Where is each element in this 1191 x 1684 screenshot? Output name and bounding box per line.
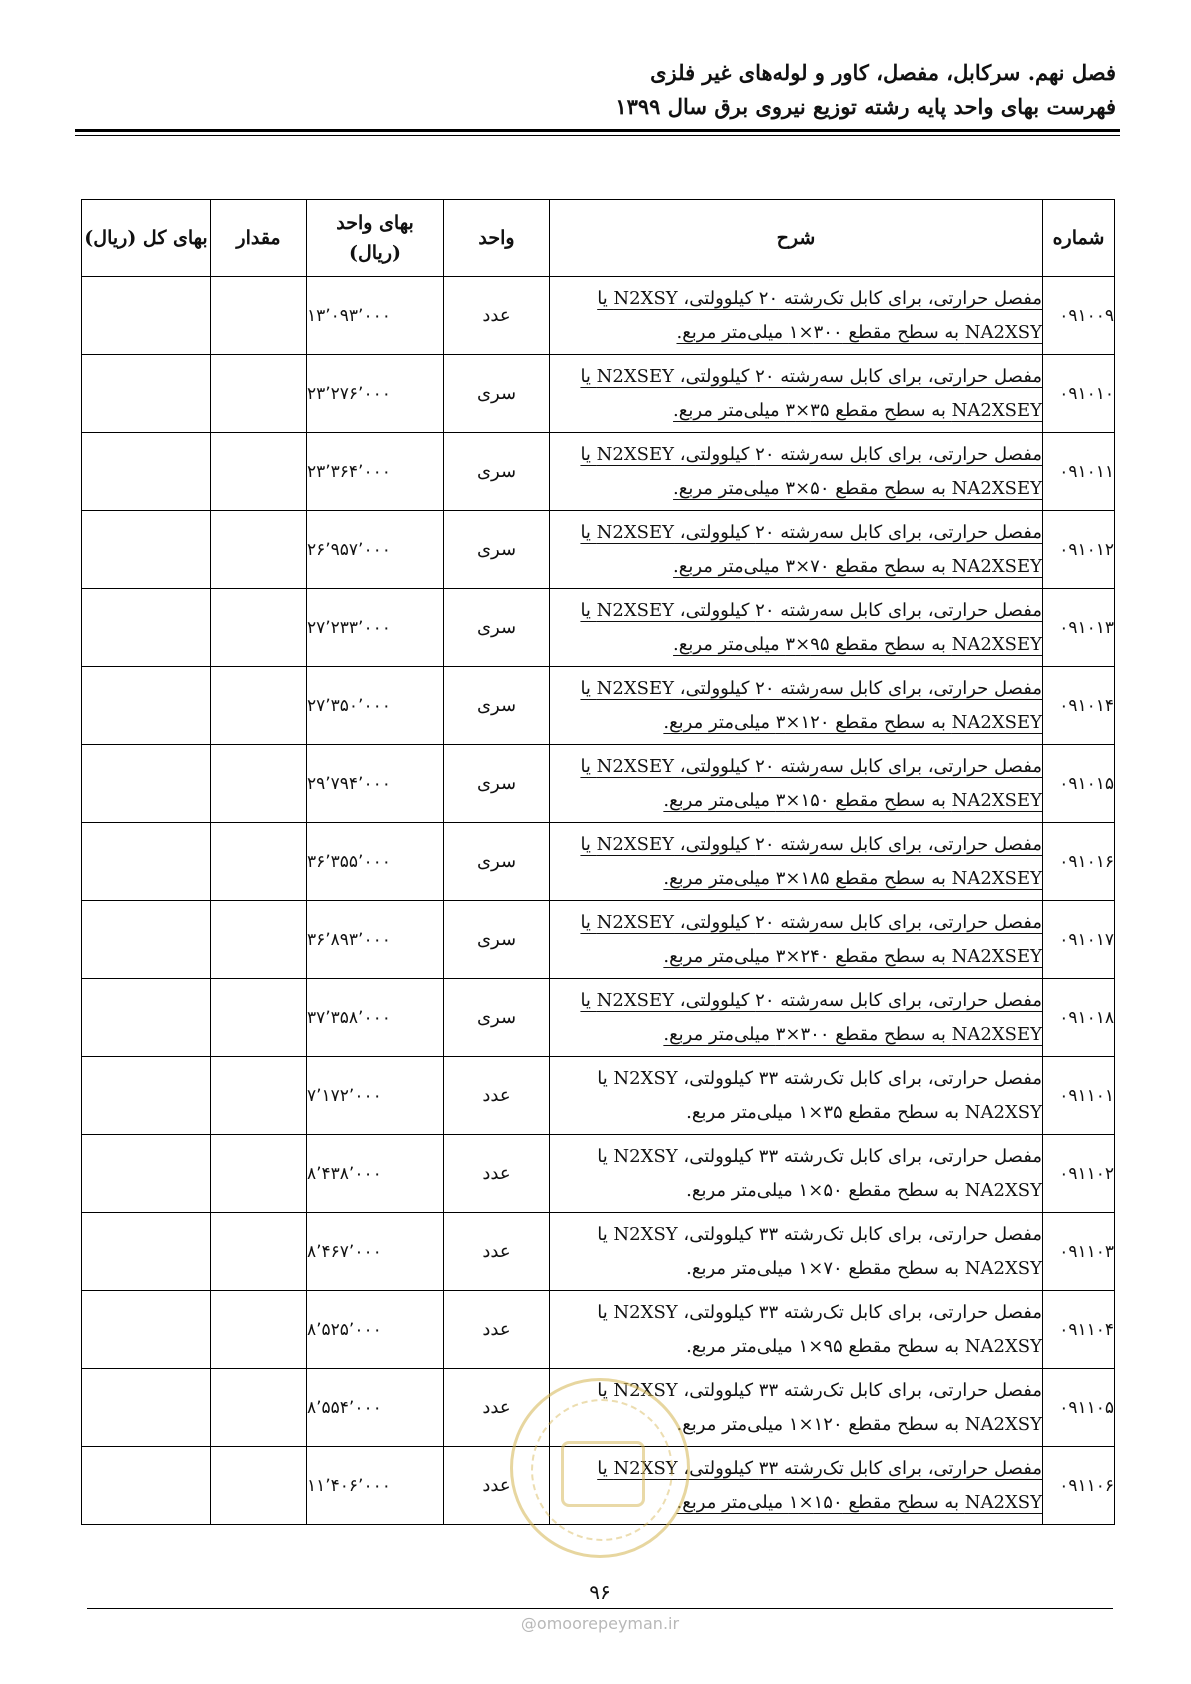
- row-description: [550, 1135, 1043, 1213]
- row-unit: عدد: [444, 1213, 550, 1291]
- row-description-line1-text: مفصل حرارتی، برای کابل سه‌رشته ۲۰ کیلوولتی، N2XSEY یا: [580, 989, 1042, 1011]
- row-unit: سری: [444, 433, 550, 511]
- row-description-line2: [550, 1096, 1042, 1130]
- row-description-line2: [550, 394, 1042, 428]
- row-quantity: [211, 433, 307, 511]
- row-description-line1: [550, 1296, 1042, 1330]
- row-description-line2: [550, 1018, 1042, 1052]
- row-description-line1-text: مفصل حرارتی، برای کابل تک‌رشته ۳۳ کیلوولتی، N2XSY یا: [597, 1379, 1042, 1401]
- row-unit: سری: [444, 745, 550, 823]
- footer-rule: [87, 1608, 1113, 1609]
- row-description: [550, 433, 1043, 511]
- row-description-line1: [550, 1218, 1042, 1252]
- row-description-line2: [550, 1174, 1042, 1208]
- row-description-line2: [550, 472, 1042, 506]
- row-description-line2-text: NA2XSY به سطح مقطع ۷۰×۱ میلی‌متر مربع.: [686, 1257, 1042, 1279]
- row-quantity: [211, 979, 307, 1057]
- row-description-line2: [550, 706, 1042, 740]
- row-description-line1: [550, 1062, 1042, 1096]
- row-unit-price: ۳۷٬۳۵۸٬۰۰۰: [307, 979, 444, 1057]
- row-description-line1: [550, 906, 1042, 940]
- row-code: ۰۹۱۱۰۶: [1043, 1447, 1115, 1525]
- page-header: [71, 56, 1116, 124]
- row-code: ۰۹۱۰۱۶: [1043, 823, 1115, 901]
- watermark-text: @omoorepeyman.ir: [520, 1614, 680, 1633]
- row-total-price: [82, 1135, 211, 1213]
- row-unit: سری: [444, 823, 550, 901]
- row-quantity: [211, 277, 307, 355]
- page-number: ۹۶: [589, 1580, 611, 1604]
- table-row: [82, 979, 1115, 1057]
- row-total-price: [82, 277, 211, 355]
- row-description: [550, 823, 1043, 901]
- row-unit-price: ۳۶٬۳۵۵٬۰۰۰: [307, 823, 444, 901]
- row-code: ۰۹۱۱۰۴: [1043, 1291, 1115, 1369]
- row-code: ۰۹۱۰۱۸: [1043, 979, 1115, 1057]
- row-description-line1: [550, 594, 1042, 628]
- row-quantity: [211, 823, 307, 901]
- row-quantity: [211, 1369, 307, 1447]
- row-total-price: [82, 979, 211, 1057]
- row-description-line2-text: NA2XSY به سطح مقطع ۳۰۰×۱ میلی‌متر مربع.: [676, 321, 1042, 343]
- row-description-line1-text: مفصل حرارتی، برای کابل تک‌رشته ۲۰ کیلوولتی، N2XSY یا: [597, 287, 1042, 309]
- row-unit: عدد: [444, 1135, 550, 1213]
- table-row: [82, 277, 1115, 355]
- row-description: [550, 589, 1043, 667]
- row-total-price: [82, 511, 211, 589]
- row-unit: عدد: [444, 1057, 550, 1135]
- row-description-line1-text: مفصل حرارتی، برای کابل سه‌رشته ۲۰ کیلوولتی، N2XSEY یا: [580, 521, 1042, 543]
- row-description: [550, 1291, 1043, 1369]
- table-row: [82, 1057, 1115, 1135]
- row-description: [550, 1057, 1043, 1135]
- table-row: [82, 1135, 1115, 1213]
- row-total-price: [82, 1447, 211, 1525]
- row-quantity: [211, 355, 307, 433]
- row-unit: سری: [444, 667, 550, 745]
- seal-stamp: [510, 1378, 690, 1558]
- row-description: [550, 1213, 1043, 1291]
- row-unit-price: ۱۳٬۰۹۳٬۰۰۰: [307, 277, 444, 355]
- row-description-line2: [550, 316, 1042, 350]
- row-quantity: [211, 1291, 307, 1369]
- row-total-price: [82, 589, 211, 667]
- row-description-line2-text: NA2XSY به سطح مقطع ۹۵×۱ میلی‌متر مربع.: [686, 1335, 1042, 1357]
- row-total-price: [82, 1057, 211, 1135]
- row-quantity: [211, 1213, 307, 1291]
- row-code: ۰۹۱۱۰۱: [1043, 1057, 1115, 1135]
- row-code: ۰۹۱۰۱۲: [1043, 511, 1115, 589]
- row-description: [550, 277, 1043, 355]
- row-description-line1: [550, 828, 1042, 862]
- row-code: ۰۹۱۰۱۳: [1043, 589, 1115, 667]
- row-unit: عدد: [444, 1291, 550, 1369]
- row-quantity: [211, 511, 307, 589]
- row-description-line2: [550, 1252, 1042, 1286]
- row-description-line2-text: NA2XSY به سطح مقطع ۵۰×۱ میلی‌متر مربع.: [686, 1179, 1042, 1201]
- row-quantity: [211, 1447, 307, 1525]
- row-description-line1-text: مفصل حرارتی، برای کابل سه‌رشته ۲۰ کیلوولتی، N2XSEY یا: [580, 833, 1042, 855]
- row-description-line1-text: مفصل حرارتی، برای کابل سه‌رشته ۲۰ کیلوولتی، N2XSEY یا: [580, 677, 1042, 699]
- table-row: [82, 433, 1115, 511]
- header-unit: واحد: [444, 200, 550, 277]
- row-description-line2-text: NA2XSY به سطح مقطع ۱۲۰×۱ میلی‌متر مربع.: [676, 1413, 1042, 1435]
- row-total-price: [82, 1291, 211, 1369]
- row-description-line2-text: NA2XSEY به سطح مقطع ۳۰۰×۳ میلی‌متر مربع.: [663, 1023, 1042, 1045]
- row-unit-price: ۲۷٬۲۳۳٬۰۰۰: [307, 589, 444, 667]
- table-row: [82, 667, 1115, 745]
- row-description-line1: [550, 672, 1042, 706]
- row-description-line2-text: NA2XSEY به سطح مقطع ۱۸۵×۳ میلی‌متر مربع.: [663, 867, 1042, 889]
- header-unit-price-line1: بهای واحد: [336, 212, 414, 234]
- table-header-row: [82, 200, 1115, 277]
- row-description-line2-text: NA2XSEY به سطح مقطع ۲۴۰×۳ میلی‌متر مربع.: [663, 945, 1042, 967]
- row-description-line1-text: مفصل حرارتی، برای کابل سه‌رشته ۲۰ کیلوولتی، N2XSEY یا: [580, 443, 1042, 465]
- row-description-line2-text: NA2XSEY به سطح مقطع ۱۵۰×۳ میلی‌متر مربع.: [663, 789, 1042, 811]
- table-row: [82, 1213, 1115, 1291]
- row-description-line1: [550, 1140, 1042, 1174]
- row-description-line1-text: مفصل حرارتی، برای کابل تک‌رشته ۳۳ کیلوولتی، N2XSY یا: [597, 1223, 1042, 1245]
- row-description-line1-text: مفصل حرارتی، برای کابل سه‌رشته ۲۰ کیلوولتی، N2XSEY یا: [580, 365, 1042, 387]
- row-unit-price: ۲۳٬۲۷۶٬۰۰۰: [307, 355, 444, 433]
- row-unit-price: ۸٬۴۳۸٬۰۰۰: [307, 1135, 444, 1213]
- row-description-line1-text: مفصل حرارتی، برای کابل تک‌رشته ۳۳ کیلوولتی، N2XSY یا: [597, 1067, 1042, 1089]
- row-unit: سری: [444, 979, 550, 1057]
- list-title: فهرست بهای واحد پایه رشته توزیع نیروی برق سال ۱۳۹۹: [615, 94, 1116, 119]
- row-code: ۰۹۱۱۰۳: [1043, 1213, 1115, 1291]
- row-description-line2: [550, 550, 1042, 584]
- row-description: [550, 511, 1043, 589]
- header-quantity: مقدار: [211, 200, 307, 277]
- row-description-line2: [550, 940, 1042, 974]
- table-row: [82, 589, 1115, 667]
- row-code: ۰۹۱۰۱۷: [1043, 901, 1115, 979]
- row-description-line2-text: NA2XSY به سطح مقطع ۳۵×۱ میلی‌متر مربع.: [686, 1101, 1042, 1123]
- row-quantity: [211, 667, 307, 745]
- row-description-line2: [550, 1330, 1042, 1364]
- row-quantity: [211, 1135, 307, 1213]
- table-row: [82, 1291, 1115, 1369]
- row-description-line2-text: NA2XSEY به سطح مقطع ۷۰×۳ میلی‌متر مربع.: [673, 555, 1042, 577]
- row-unit-price: ۲۳٬۳۶۴٬۰۰۰: [307, 433, 444, 511]
- row-description-line1: [550, 984, 1042, 1018]
- row-unit-price: ۱۱٬۴۰۶٬۰۰۰: [307, 1447, 444, 1525]
- row-unit: سری: [444, 355, 550, 433]
- row-total-price: [82, 667, 211, 745]
- row-unit-price: ۷٬۱۷۲٬۰۰۰: [307, 1057, 444, 1135]
- header-rule-thin: [75, 135, 1120, 136]
- row-total-price: [82, 1213, 211, 1291]
- row-description-line1-text: مفصل حرارتی، برای کابل تک‌رشته ۳۳ کیلوولتی، N2XSY یا: [597, 1301, 1042, 1323]
- row-description-line1: [550, 438, 1042, 472]
- row-description-line2: [550, 628, 1042, 662]
- row-description: [550, 745, 1043, 823]
- row-unit-price: ۲۹٬۷۹۴٬۰۰۰: [307, 745, 444, 823]
- header-unit-price-line2: (ریال): [348, 242, 402, 264]
- price-table: [81, 199, 1115, 1525]
- row-total-price: [82, 355, 211, 433]
- row-unit-price: ۲۷٬۳۵۰٬۰۰۰: [307, 667, 444, 745]
- row-description-line2-text: NA2XSEY به سطح مقطع ۵۰×۳ میلی‌متر مربع.: [673, 477, 1042, 499]
- row-code: ۰۹۱۱۰۵: [1043, 1369, 1115, 1447]
- row-total-price: [82, 1369, 211, 1447]
- row-total-price: [82, 745, 211, 823]
- row-description-line1: [550, 516, 1042, 550]
- header-rule-thick: [75, 129, 1120, 132]
- row-code: ۰۹۱۱۰۲: [1043, 1135, 1115, 1213]
- row-unit: عدد: [444, 1369, 550, 1447]
- row-unit-price: ۲۶٬۹۵۷٬۰۰۰: [307, 511, 444, 589]
- row-quantity: [211, 589, 307, 667]
- header-total-price: بهای کل (ریال): [82, 200, 211, 277]
- row-description-line1: [550, 750, 1042, 784]
- header-description: شرح: [550, 200, 1043, 277]
- row-description: [550, 901, 1043, 979]
- row-code: ۰۹۱۰۰۹: [1043, 277, 1115, 355]
- row-total-price: [82, 823, 211, 901]
- row-unit: عدد: [444, 277, 550, 355]
- header-code: شماره: [1043, 200, 1115, 277]
- row-unit: سری: [444, 511, 550, 589]
- row-unit-price: ۳۶٬۸۹۳٬۰۰۰: [307, 901, 444, 979]
- row-description-line2-text: NA2XSEY به سطح مقطع ۹۵×۳ میلی‌متر مربع.: [673, 633, 1042, 655]
- row-description-line2-text: NA2XSEY به سطح مقطع ۳۵×۳ میلی‌متر مربع.: [673, 399, 1042, 421]
- row-unit: سری: [444, 589, 550, 667]
- table-row: [82, 745, 1115, 823]
- row-unit-price: ۸٬۴۶۷٬۰۰۰: [307, 1213, 444, 1291]
- row-quantity: [211, 1057, 307, 1135]
- row-quantity: [211, 745, 307, 823]
- header-unit-price: [307, 200, 444, 277]
- seal-stamp-emblem: [561, 1441, 645, 1507]
- row-unit-price: ۸٬۵۲۵٬۰۰۰: [307, 1291, 444, 1369]
- row-description-line1: [550, 282, 1042, 316]
- row-code: ۰۹۱۰۱۱: [1043, 433, 1115, 511]
- row-description: [550, 979, 1043, 1057]
- table-row: [82, 901, 1115, 979]
- row-total-price: [82, 901, 211, 979]
- row-description-line1-text: مفصل حرارتی، برای کابل سه‌رشته ۲۰ کیلوولتی، N2XSEY یا: [580, 599, 1042, 621]
- row-description-line1-text: مفصل حرارتی، برای کابل تک‌رشته ۳۳ کیلوولتی، N2XSY یا: [597, 1145, 1042, 1167]
- row-description: [550, 355, 1043, 433]
- row-code: ۰۹۱۰۱۴: [1043, 667, 1115, 745]
- row-description-line2-text: NA2XSEY به سطح مقطع ۱۲۰×۳ میلی‌متر مربع.: [663, 711, 1042, 733]
- row-description-line2: [550, 862, 1042, 896]
- row-description-line1-text: مفصل حرارتی، برای کابل سه‌رشته ۲۰ کیلوولتی، N2XSEY یا: [580, 911, 1042, 933]
- table-row: [82, 511, 1115, 589]
- row-code: ۰۹۱۰۱۵: [1043, 745, 1115, 823]
- row-unit: عدد: [444, 1447, 550, 1525]
- row-description: [550, 667, 1043, 745]
- row-unit-price: ۸٬۵۵۴٬۰۰۰: [307, 1369, 444, 1447]
- row-description-line1-text: مفصل حرارتی، برای کابل سه‌رشته ۲۰ کیلوولتی، N2XSEY یا: [580, 755, 1042, 777]
- row-description-line2: [550, 784, 1042, 818]
- row-description-line2-text: NA2XSY به سطح مقطع ۱۵۰×۱ میلی‌متر مربع.: [676, 1491, 1042, 1513]
- chapter-title: فصل نهم. سرکابل، مفصل، کاور و لوله‌های غیر فلزی: [650, 60, 1116, 85]
- row-quantity: [211, 901, 307, 979]
- table-row: [82, 355, 1115, 433]
- row-description-line1: [550, 360, 1042, 394]
- row-code: ۰۹۱۰۱۰: [1043, 355, 1115, 433]
- table-row: [82, 823, 1115, 901]
- row-description-line1-text: مفصل حرارتی، برای کابل تک‌رشته ۳۳ کیلوولتی، N2XSY یا: [597, 1457, 1042, 1479]
- row-unit: سری: [444, 901, 550, 979]
- row-total-price: [82, 433, 211, 511]
